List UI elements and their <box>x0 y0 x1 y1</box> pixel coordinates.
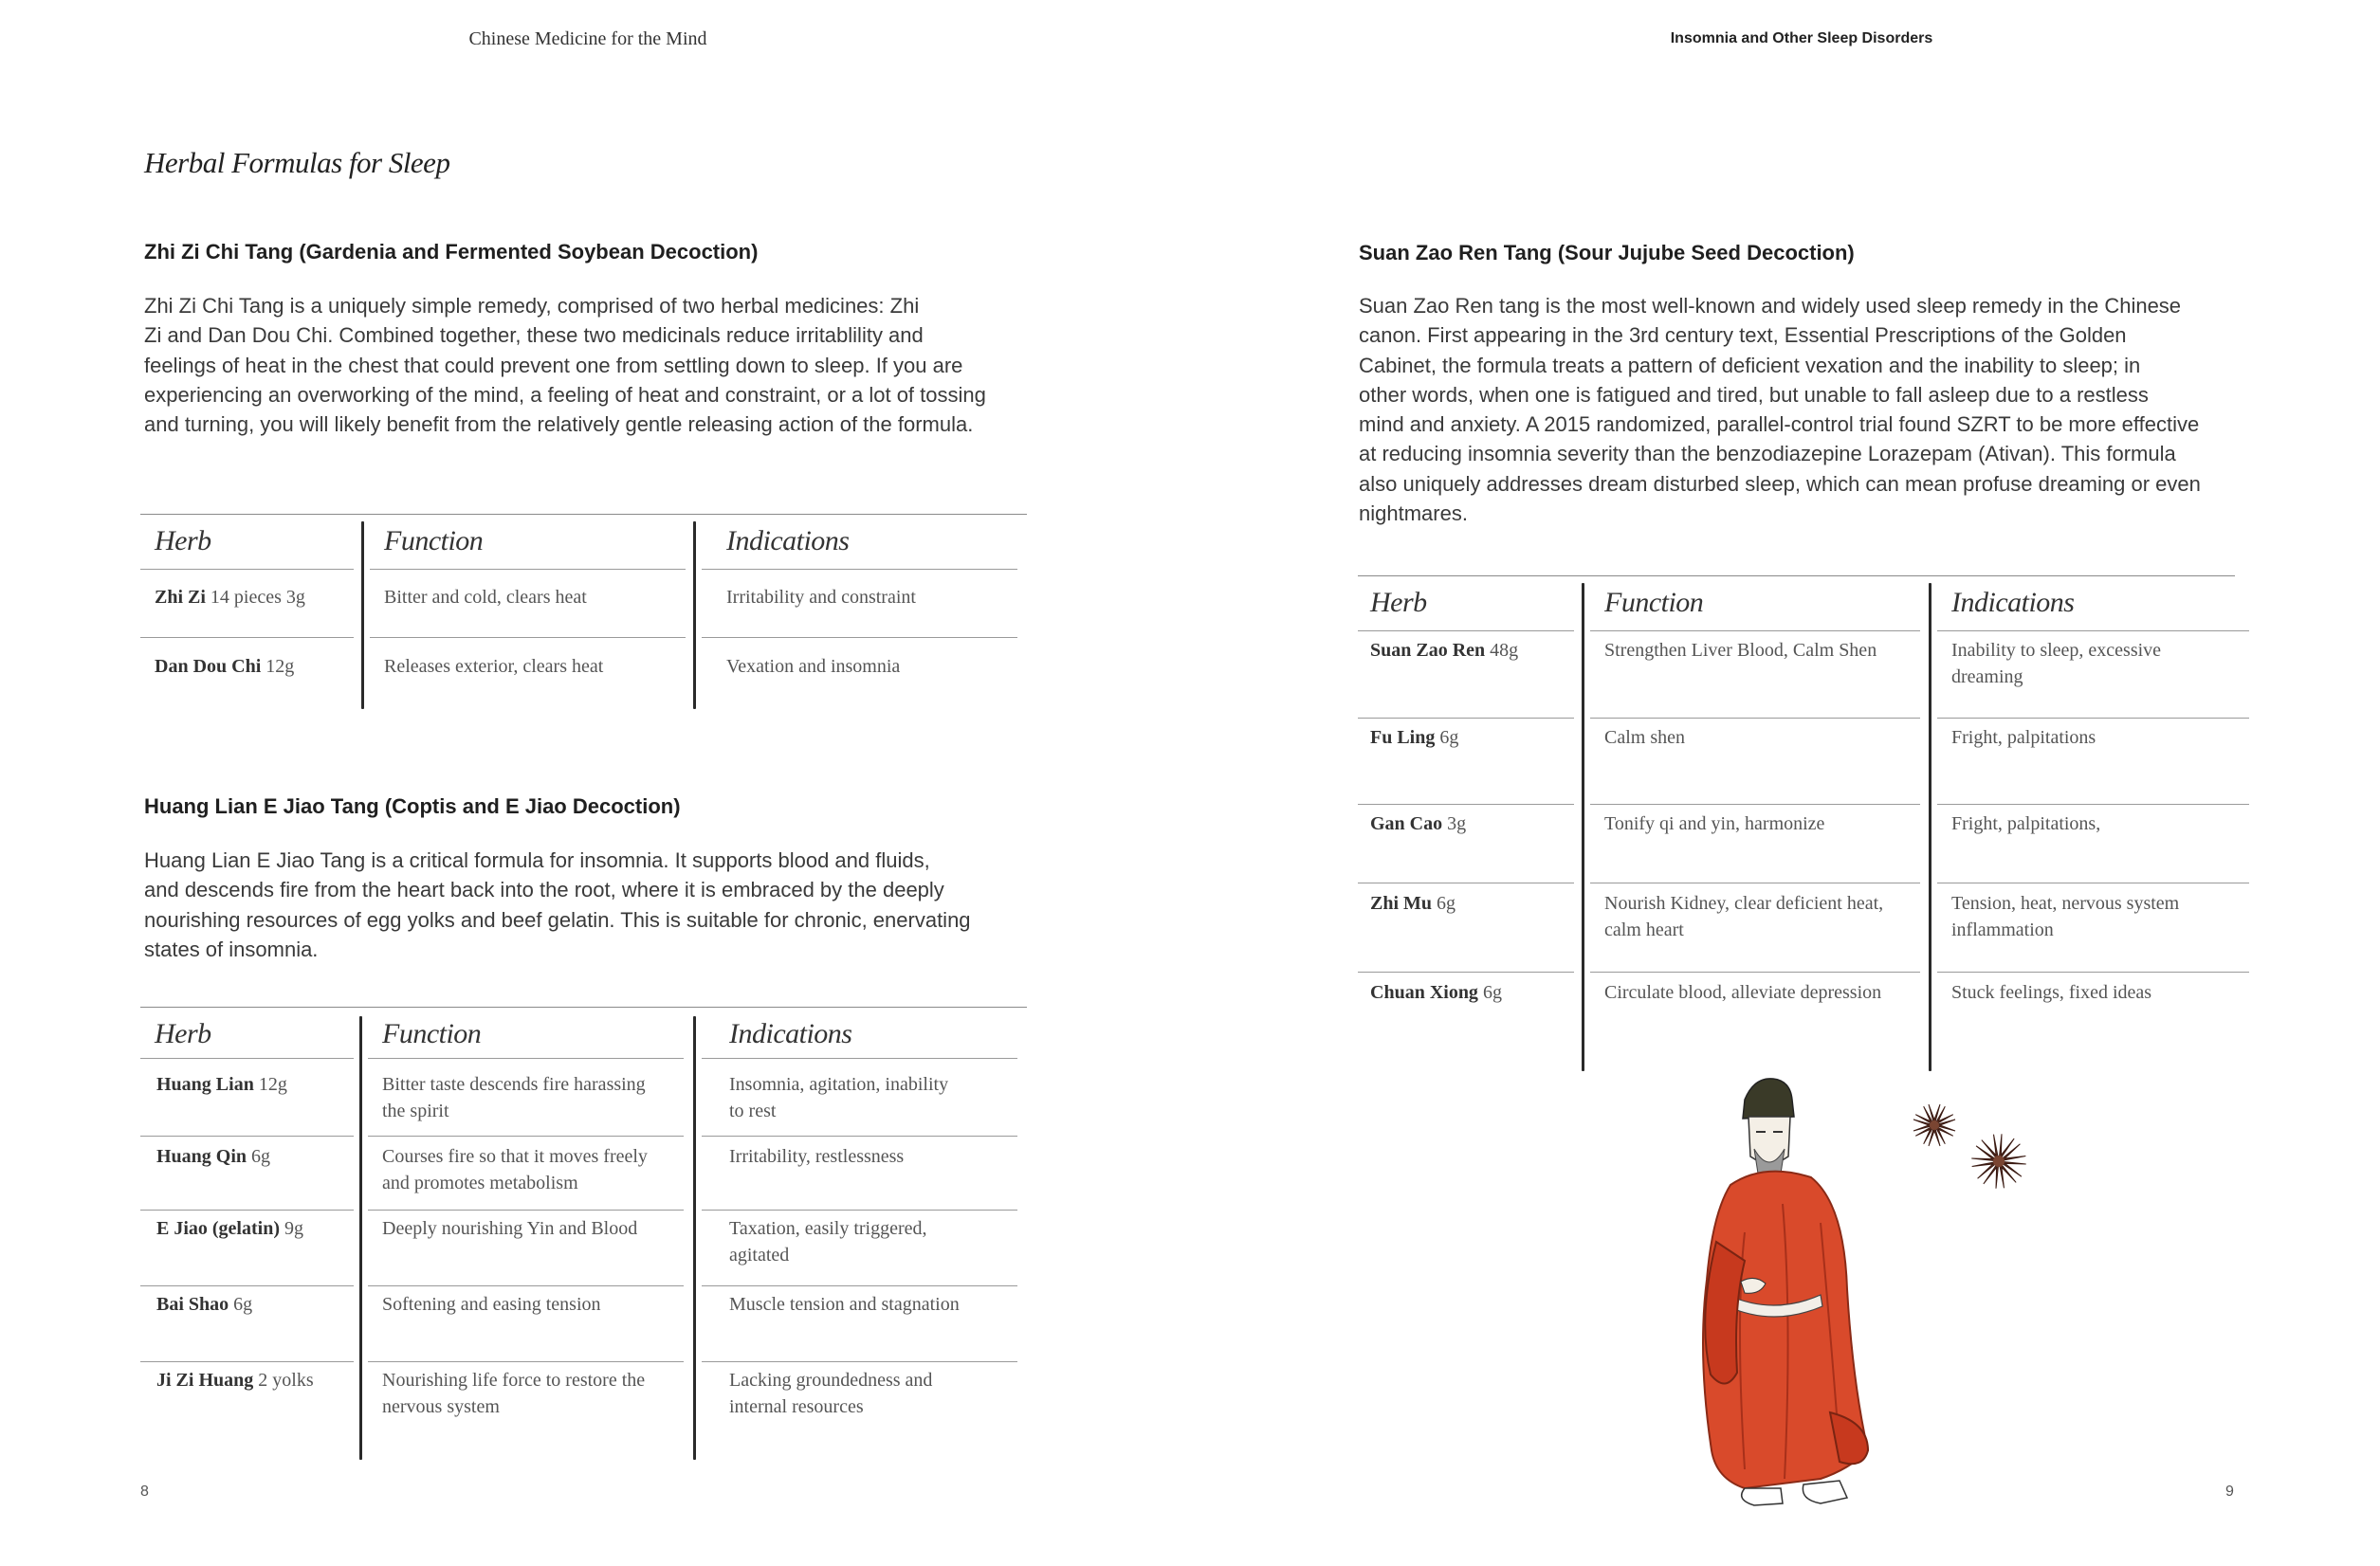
row-rule <box>1590 630 1920 631</box>
table-cell-indications: Irritability, restlessness <box>729 1146 905 1167</box>
row-rule <box>140 637 354 638</box>
table-cell-herb: Suan Zao Ren 48g <box>1370 640 1519 661</box>
column-header-function: Function <box>382 1018 482 1049</box>
row-rule <box>702 637 1017 638</box>
row-rule <box>140 1058 354 1059</box>
row-rule <box>368 1361 684 1362</box>
row-rule <box>368 1285 684 1286</box>
running-header-left: Chinese Medicine for the Mind <box>468 28 707 49</box>
table-cell-function: Deeply nourishing Yin and Blood <box>382 1218 638 1239</box>
table-cell-function: Courses fire so that it moves freely and promotes metabolism <box>382 1146 648 1193</box>
row-rule <box>702 1058 1017 1059</box>
table-cell-indications: Taxation, easily triggered, agitated <box>729 1218 927 1266</box>
table-cell-herb: Huang Lian 12g <box>156 1074 287 1095</box>
row-rule <box>702 1136 1017 1137</box>
row-rule <box>1937 630 2249 631</box>
table-cell-function: Tonify qi and yin, harmonize <box>1604 813 1825 834</box>
table-cell-function: Strengthen Liver Blood, Calm Shen <box>1604 640 1877 661</box>
paragraph-line: canon. First appearing in the 3rd century text, Essential Prescriptions of the Golden <box>1359 323 2127 348</box>
row-rule <box>702 1210 1017 1211</box>
paragraph-line: Huang Lian E Jiao Tang is a critical formula for insomnia. It supports blood and fluids, <box>144 848 930 872</box>
table-cell-function: Nourishing life force to restore the nervous system <box>382 1370 646 1417</box>
row-rule <box>1937 718 2249 719</box>
page-number-left: 8 <box>140 1484 149 1500</box>
paragraph-line: experiencing an overworking of the mind, a feeling of heat and constraint, or a lot of tossing <box>144 382 986 407</box>
table-cell-function: Bitter taste descends fire harassing the spirit <box>382 1074 646 1121</box>
table-cell-function: Circulate blood, alleviate depression <box>1604 982 1882 1003</box>
table-cell-herb: E Jiao (gelatin) 9g <box>156 1218 303 1239</box>
table-cell-herb: Chuan Xiong 6g <box>1370 982 1502 1003</box>
table-cell-herb: Gan Cao 3g <box>1370 813 1467 834</box>
row-rule <box>140 1210 354 1211</box>
column-header-herb: Herb <box>155 525 211 556</box>
table-cell-indications: Inability to sleep, excessive dreaming <box>1951 640 2162 687</box>
table-cell-herb: Dan Dou Chi 12g <box>155 656 295 677</box>
row-rule <box>702 569 1017 570</box>
table-cell-indications: Fright, palpitations, <box>1951 813 2101 834</box>
table-cell-herb: Bai Shao 6g <box>156 1294 253 1315</box>
paragraph-line: other words, when one is fatigued and tired, but unable to fall asleep due to a restless <box>1359 382 2149 407</box>
row-rule <box>1590 972 1920 973</box>
paragraph-line: and turning, you will likely benefit from the relatively gentle releasing action of the formula. <box>144 412 974 437</box>
running-header-right: Insomnia and Other Sleep Disorders <box>1670 30 1933 46</box>
column-header-indications: Indications <box>729 1018 852 1049</box>
row-rule <box>1358 718 1574 719</box>
column-header-indications: Indications <box>726 525 850 556</box>
column-divider <box>693 1016 696 1460</box>
herb-table-huang-lian-e-jiao-tang <box>140 1007 1027 1462</box>
row-rule <box>1590 718 1920 719</box>
paragraph-line: and descends fire from the heart back into the root, where it is embraced by the deeply <box>144 878 944 902</box>
paragraph-line: Cabinet, the formula treats a pattern of deficient vexation and the inability to sleep; in <box>1359 353 2141 377</box>
table-top-rule <box>140 1007 1027 1008</box>
page-number-right: 9 <box>2225 1484 2234 1500</box>
row-rule <box>370 637 686 638</box>
row-rule <box>1937 972 2249 973</box>
formula-title-huang-lian-e-jiao-tang: Huang Lian E Jiao Tang (Coptis and E Jiao Decoction) <box>144 794 681 818</box>
column-header-herb: Herb <box>1370 587 1427 618</box>
table-cell-function: Releases exterior, clears heat <box>384 656 604 677</box>
paragraph-line: Zi and Dan Dou Chi. Combined together, these two medicinals reduce irritablility and <box>144 323 924 348</box>
table-top-rule <box>140 514 1027 515</box>
formula-description-zhi-zi-chi-tang <box>144 291 986 439</box>
table-cell-function: Bitter and cold, clears heat <box>384 587 587 608</box>
paragraph-line: also uniquely addresses dream disturbed sleep, which can mean profuse dreaming or even <box>1359 471 2201 496</box>
table-cell-function: Calm shen <box>1604 727 1685 748</box>
row-rule <box>140 1285 354 1286</box>
table-cell-herb: Fu Ling 6g <box>1370 727 1459 748</box>
column-divider <box>359 1016 362 1460</box>
table-cell-indications: Vexation and insomnia <box>726 656 901 677</box>
column-header-herb: Herb <box>155 1018 211 1049</box>
paragraph-line: nourishing resources of egg yolks and beef gelatin. This is suitable for chronic, enervating <box>144 907 971 932</box>
table-cell-indications: Tension, heat, nervous system inflammation <box>1951 893 2180 940</box>
table-cell-function: Nourish Kidney, clear deficient heat, calm heart <box>1604 893 1884 940</box>
row-rule <box>368 1210 684 1211</box>
table-top-rule <box>1358 575 2235 576</box>
formula-description-suan-zao-ren-tang <box>1359 291 2201 528</box>
formula-description-huang-lian-e-jiao-tang <box>144 846 971 964</box>
column-header-function: Function <box>384 525 484 556</box>
row-rule <box>368 1058 684 1059</box>
table-cell-indications: Fright, palpitations <box>1951 727 2096 748</box>
row-rule <box>1358 972 1574 973</box>
table-cell-indications: Lacking groundedness and internal resources <box>729 1370 933 1417</box>
column-divider <box>1929 583 1931 1071</box>
table-cell-indications: Stuck feelings, fixed ideas <box>1951 982 2152 1003</box>
scholar-figure-icon <box>1678 1071 1896 1517</box>
herb-table-suan-zao-ren-tang <box>1358 575 2249 1068</box>
column-divider <box>693 521 696 709</box>
column-header-indications: Indications <box>1951 587 2075 618</box>
table-cell-herb: Zhi Zi 14 pieces 3g <box>155 587 305 608</box>
paragraph-line: states of insomnia. <box>144 937 319 961</box>
row-rule <box>140 1136 354 1137</box>
herb-table-zhi-zi-chi-tang <box>140 514 1027 713</box>
row-rule <box>368 1136 684 1137</box>
row-rule <box>1358 804 1574 805</box>
table-cell-indications: Irritability and constraint <box>726 587 916 608</box>
star-anise-icon <box>1896 1090 2048 1204</box>
paragraph-line: feelings of heat in the chest that could prevent one from settling down to sleep. If you are <box>144 353 963 377</box>
row-rule <box>1358 630 1574 631</box>
row-rule <box>140 1361 354 1362</box>
column-header-function: Function <box>1604 587 1704 618</box>
paragraph-line: nightmares. <box>1359 501 1468 526</box>
row-rule <box>140 569 354 570</box>
table-cell-herb: Huang Qin 6g <box>156 1146 271 1167</box>
table-cell-herb: Ji Zi Huang 2 yolks <box>156 1370 314 1391</box>
paragraph-line: Suan Zao Ren tang is the most well-known and widely used sleep remedy in the Chinese <box>1359 294 2182 318</box>
paragraph-line: mind and anxiety. A 2015 randomized, parallel-control trial found SZRT to be more effective <box>1359 412 2200 437</box>
row-rule <box>702 1361 1017 1362</box>
table-cell-herb: Zhi Mu 6g <box>1370 893 1456 914</box>
row-rule <box>702 1285 1017 1286</box>
table-cell-indications: Muscle tension and stagnation <box>729 1294 960 1315</box>
section-title: Herbal Formulas for Sleep <box>144 146 450 179</box>
row-rule <box>370 569 686 570</box>
table-cell-function: Softening and easing tension <box>382 1294 601 1315</box>
column-divider <box>1582 583 1584 1071</box>
paragraph-line: Zhi Zi Chi Tang is a uniquely simple remedy, comprised of two herbal medicines: Zhi <box>144 294 920 318</box>
row-rule <box>1937 804 2249 805</box>
table-cell-indications: Insomnia, agitation, inability to rest <box>729 1074 949 1121</box>
column-divider <box>361 521 364 709</box>
formula-title-zhi-zi-chi-tang: Zhi Zi Chi Tang (Gardenia and Fermented Soybean Decoction) <box>144 240 759 264</box>
paragraph-line: at reducing insomnia severity than the benzodiazepine Lorazepam (Ativan). This formula <box>1359 442 2176 466</box>
formula-title-suan-zao-ren-tang: Suan Zao Ren Tang (Sour Jujube Seed Decoction) <box>1359 241 1855 264</box>
row-rule <box>1590 804 1920 805</box>
